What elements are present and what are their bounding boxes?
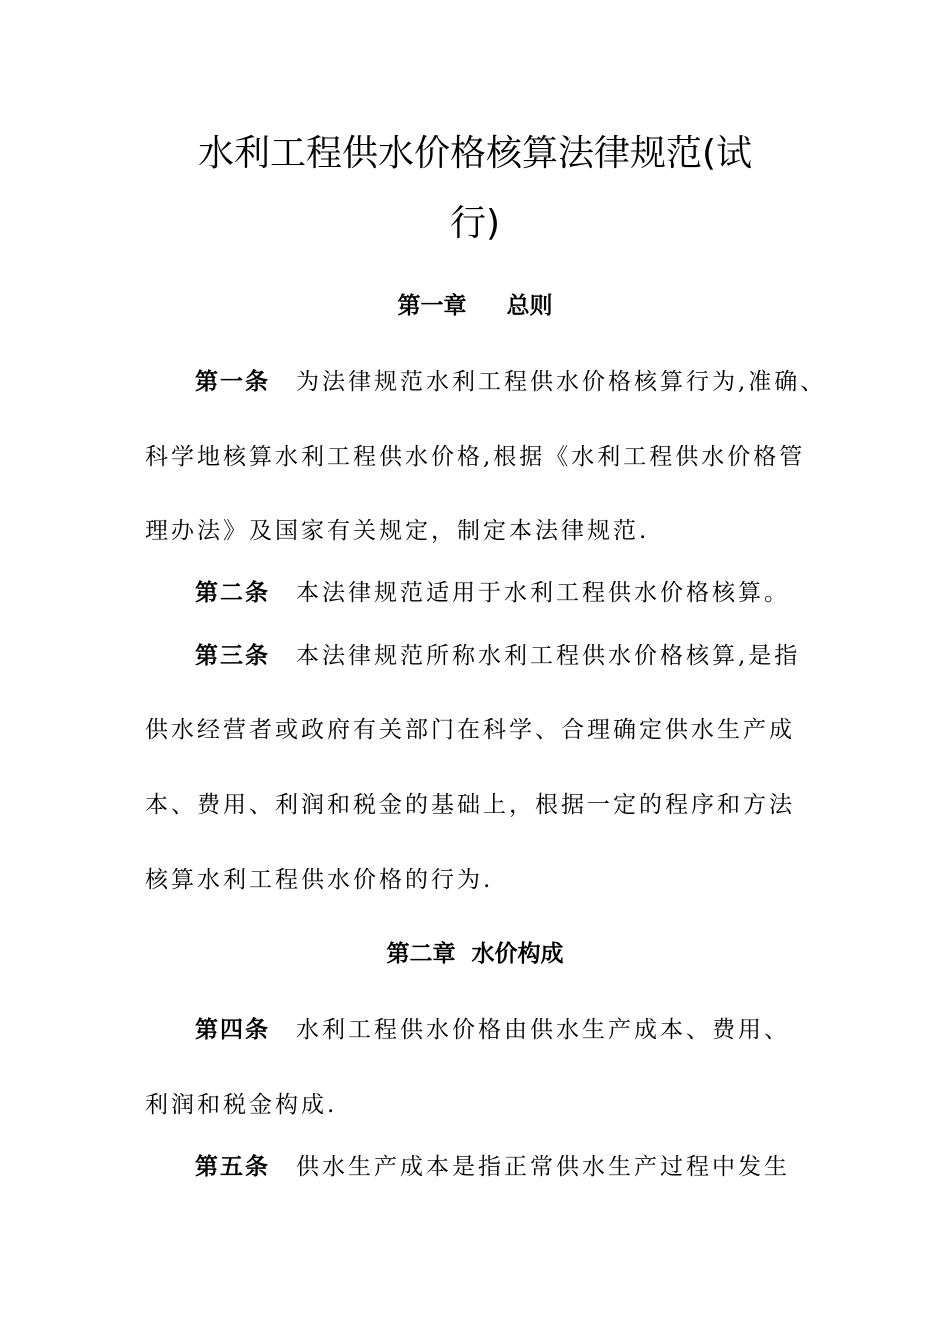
article-1-line-1 <box>195 368 827 396</box>
chapter-name: 水价构成 <box>471 941 564 967</box>
article-2-line-1 <box>195 579 810 607</box>
article-text: 水利工程供水价格由供水生产成本、费用、 <box>296 1017 790 1043</box>
article-1-line-3: 理办法》及国家有关规定，制定本法律规范. <box>145 518 650 544</box>
article-3-line-4: 核算水利工程供水价格的行为. <box>145 867 494 893</box>
article-4-line-1 <box>195 1016 810 1044</box>
article-label: 第一条 <box>195 369 270 395</box>
article-label: 第二条 <box>195 580 270 606</box>
article-label: 第五条 <box>195 1154 270 1180</box>
chapter-number: 第二章 <box>386 941 456 967</box>
article-text: 为法律规范水利工程供水价格核算行为,准确、 <box>296 369 827 395</box>
article-text: 供水生产成本是指正常供水生产过程中发生 <box>296 1154 790 1180</box>
article-label: 第四条 <box>195 1017 270 1043</box>
chapter-name: 总则 <box>506 293 553 319</box>
chapter-number: 第一章 <box>397 293 467 319</box>
article-4-line-2: 利润和税金构成. <box>145 1092 338 1118</box>
article-3-line-3: 本、费用、利润和税金的基础上，根据一定的程序和方法 <box>145 792 795 818</box>
document-title-line-2: 行) <box>449 203 501 244</box>
article-text: 本法律规范适用于水利工程供水价格核算。 <box>296 580 790 606</box>
article-5-line-1 <box>195 1153 810 1181</box>
article-3-line-1 <box>195 642 810 670</box>
document-title-line-1: 水利工程供水价格核算法律规范(试 <box>197 133 753 174</box>
chapter-heading-2 <box>0 940 950 968</box>
article-3-line-2: 供水经营者或政府有关部门在科学、合理确定供水生产成 <box>145 717 795 743</box>
chapter-heading-1 <box>0 292 950 320</box>
article-label: 第三条 <box>195 643 270 669</box>
article-1-line-2: 科学地核算水利工程供水价格,根据《水利工程供水价格管 <box>145 444 806 470</box>
article-text: 本法律规范所称水利工程供水价格核算,是指 <box>296 643 801 669</box>
